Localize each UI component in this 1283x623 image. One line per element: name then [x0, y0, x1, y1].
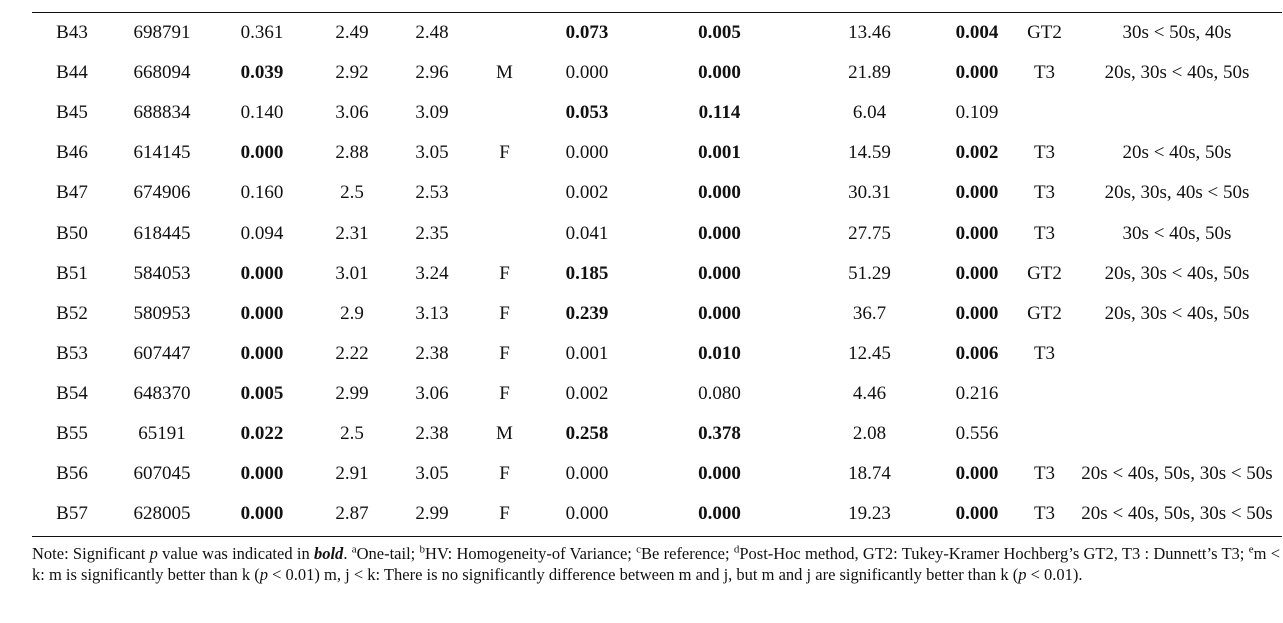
table-row	[32, 454, 1282, 494]
cell-id: B45	[56, 102, 88, 124]
cell-p-anova: 0.000	[955, 222, 999, 244]
cell-reference	[472, 93, 537, 133]
note-p-italic: p	[259, 565, 268, 584]
cell-hv: 0.239	[565, 302, 609, 324]
cell-f-value: 36.7	[852, 302, 887, 324]
cell-p-value: 0.080	[698, 382, 741, 404]
cell-id: B50	[56, 222, 88, 244]
cell-f-value: 2.08	[852, 422, 887, 444]
cell-id: B53	[56, 342, 88, 364]
cell-id: B54	[56, 382, 88, 404]
cell-id: B52	[56, 302, 88, 324]
cell-p-one-tail: 0.000	[240, 463, 284, 485]
cell-hv: 0.041	[565, 222, 609, 244]
cell-hv: 0.002	[565, 382, 609, 404]
table-note	[32, 543, 1280, 585]
note-text: value was indicated in	[157, 544, 314, 563]
cell-p-anova: 0.002	[955, 142, 999, 164]
cell-reference: F	[499, 302, 510, 324]
cell-hv: 0.000	[565, 503, 609, 525]
note-p-italic: p	[1018, 565, 1027, 584]
cell-id: B55	[56, 422, 88, 444]
cell-hv: 0.002	[565, 182, 609, 204]
cell-p-value: 0.000	[698, 262, 741, 284]
note-text: Post-Hoc method, GT2: Tukey-Kramer Hochberg’s GT2, T3 : Dunnett’s T3;	[739, 544, 1249, 563]
cell-value-1: 2.99	[335, 382, 369, 404]
cell-p-value: 0.000	[698, 503, 741, 525]
cell-p-one-tail: 0.140	[240, 102, 284, 124]
cell-value-2: 2.35	[415, 222, 449, 244]
cell-id: B51	[56, 262, 88, 284]
cell-p-value: 0.000	[698, 222, 741, 244]
cell-reference	[472, 173, 537, 213]
note-superscript: a	[351, 543, 357, 556]
cell-comparison-result	[1072, 374, 1282, 414]
cell-comparison-result: 20s < 40s, 50s, 30s < 50s	[1081, 463, 1273, 485]
cell-post-hoc-method: T3	[1033, 222, 1056, 244]
cell-value-2: 3.06	[415, 382, 449, 404]
table-row	[32, 53, 1282, 93]
cell-id: B43	[56, 22, 88, 44]
cell-value-2: 3.13	[415, 302, 449, 324]
cell-post-hoc-method: GT2	[1027, 22, 1062, 44]
cell-p-value: 0.000	[698, 62, 741, 84]
cell-post-hoc-method: GT2	[1027, 302, 1062, 324]
cell-value-1: 2.5	[340, 182, 364, 204]
cell-p-anova: 0.000	[955, 503, 999, 525]
cell-value-1: 2.9	[340, 302, 364, 324]
cell-value-1: 2.5	[340, 422, 364, 444]
cell-reference: M	[496, 62, 513, 84]
table-row	[32, 13, 1282, 53]
cell-reference: F	[499, 262, 510, 284]
cell-value-1: 3.06	[335, 102, 369, 124]
cell-n: 628005	[133, 503, 191, 525]
cell-reference: F	[499, 142, 510, 164]
note-text: Be reference;	[641, 544, 734, 563]
cell-value-1: 2.91	[335, 463, 369, 485]
cell-n: 698791	[133, 22, 191, 44]
cell-reference	[472, 13, 537, 53]
cell-hv: 0.000	[565, 62, 609, 84]
cell-post-hoc-method: T3	[1033, 463, 1056, 485]
data-table	[32, 13, 1282, 534]
cell-post-hoc-method: T3	[1033, 142, 1056, 164]
cell-p-value: 0.005	[698, 22, 741, 44]
cell-n: 668094	[133, 62, 191, 84]
note-superscript: d	[733, 543, 740, 556]
table-row	[32, 254, 1282, 294]
cell-post-hoc-method: T3	[1033, 62, 1056, 84]
cell-reference: F	[499, 342, 510, 364]
cell-hv: 0.000	[565, 463, 609, 485]
cell-value-2: 2.48	[415, 22, 449, 44]
note-text: < 0.01).	[1026, 565, 1083, 584]
note-superscript: e	[1248, 543, 1254, 556]
cell-value-2: 3.05	[415, 463, 449, 485]
cell-p-one-tail: 0.000	[240, 142, 284, 164]
note-text: .	[343, 544, 352, 563]
cell-hv: 0.185	[565, 262, 609, 284]
table-row	[32, 93, 1282, 133]
cell-post-hoc-method	[1017, 414, 1072, 454]
cell-post-hoc-method: T3	[1033, 342, 1056, 364]
cell-id: B56	[56, 463, 88, 485]
cell-reference: F	[499, 463, 510, 485]
cell-p-value: 0.000	[698, 302, 741, 324]
cell-hv: 0.053	[565, 102, 609, 124]
cell-value-2: 3.05	[415, 142, 449, 164]
cell-comparison-result	[1072, 93, 1282, 133]
cell-p-value: 0.378	[698, 422, 741, 444]
note-bold-word: bold	[313, 544, 344, 563]
cell-p-value: 0.001	[698, 142, 741, 164]
cell-p-value: 0.000	[698, 463, 741, 485]
cell-p-one-tail: 0.000	[240, 302, 284, 324]
cell-f-value: 30.31	[848, 182, 891, 204]
table-row	[32, 334, 1282, 374]
cell-p-anova: 0.109	[955, 102, 999, 124]
cell-value-2: 2.38	[415, 342, 449, 364]
cell-p-one-tail: 0.160	[240, 182, 284, 204]
cell-p-anova: 0.556	[955, 422, 999, 444]
cell-reference: M	[496, 422, 513, 444]
note-text: One-tail;	[356, 544, 420, 563]
cell-p-anova: 0.216	[955, 382, 999, 404]
cell-comparison-result: 20s < 40s, 50s, 30s < 50s	[1081, 503, 1273, 525]
cell-f-value: 51.29	[848, 262, 891, 284]
cell-value-1: 2.88	[335, 142, 369, 164]
cell-p-one-tail: 0.000	[240, 503, 284, 525]
cell-value-2: 2.99	[415, 503, 449, 525]
table-row	[32, 294, 1282, 334]
cell-comparison-result: 20s, 30s, 40s < 50s	[1104, 182, 1250, 204]
cell-comparison-result: 20s, 30s < 40s, 50s	[1104, 302, 1250, 324]
cell-p-value: 0.114	[698, 102, 741, 124]
cell-hv: 0.001	[565, 342, 609, 364]
cell-id: B46	[56, 142, 88, 164]
note-p-italic: p	[149, 544, 158, 563]
cell-f-value: 19.23	[848, 503, 891, 525]
table-body	[32, 13, 1282, 534]
cell-hv: 0.000	[565, 142, 609, 164]
cell-value-1: 2.22	[335, 342, 369, 364]
cell-value-1: 2.92	[335, 62, 369, 84]
cell-p-anova: 0.000	[955, 182, 999, 204]
cell-value-2: 2.96	[415, 62, 449, 84]
cell-f-value: 27.75	[848, 222, 891, 244]
cell-n: 584053	[133, 262, 191, 284]
cell-p-one-tail: 0.022	[240, 422, 284, 444]
cell-value-2: 3.09	[415, 102, 449, 124]
cell-hv: 0.258	[565, 422, 609, 444]
table-row	[32, 374, 1282, 414]
note-text: HV: Homogeneity-of Variance;	[425, 544, 637, 563]
cell-post-hoc-method: GT2	[1027, 262, 1062, 284]
cell-n: 580953	[133, 302, 191, 324]
cell-value-2: 3.24	[415, 262, 449, 284]
cell-comparison-result: 30s < 50s, 40s	[1122, 22, 1232, 44]
cell-post-hoc-method	[1017, 93, 1072, 133]
cell-p-anova: 0.000	[955, 302, 999, 324]
table-row	[32, 494, 1282, 534]
note-superscript: b	[419, 543, 426, 556]
cell-n: 614145	[133, 142, 191, 164]
note-text: Note: Significant	[32, 544, 150, 563]
cell-n: 65191	[138, 422, 186, 444]
cell-p-one-tail: 0.000	[240, 342, 284, 364]
table-row	[32, 213, 1282, 253]
cell-id: B57	[56, 503, 88, 525]
cell-reference: F	[499, 382, 510, 404]
table-row	[32, 414, 1282, 454]
cell-reference	[472, 213, 537, 253]
cell-hv: 0.073	[565, 22, 609, 44]
cell-f-value: 21.89	[848, 62, 891, 84]
cell-post-hoc-method: T3	[1033, 503, 1056, 525]
cell-p-value: 0.010	[698, 342, 741, 364]
cell-id: B44	[56, 62, 88, 84]
cell-p-anova: 0.006	[955, 342, 999, 364]
cell-p-one-tail: 0.005	[240, 382, 284, 404]
note-superscript: c	[636, 543, 642, 556]
cell-p-value: 0.000	[698, 182, 741, 204]
cell-p-one-tail: 0.361	[240, 22, 284, 44]
cell-p-anova: 0.000	[955, 262, 999, 284]
cell-id: B47	[56, 182, 88, 204]
cell-n: 607045	[133, 463, 191, 485]
cell-f-value: 4.46	[852, 382, 887, 404]
cell-reference: F	[499, 503, 510, 525]
cell-value-1: 2.31	[335, 222, 369, 244]
cell-post-hoc-method: T3	[1033, 182, 1056, 204]
cell-n: 607447	[133, 342, 191, 364]
cell-value-1: 2.49	[335, 22, 369, 44]
cell-n: 648370	[133, 382, 191, 404]
cell-f-value: 14.59	[848, 142, 891, 164]
cell-p-anova: 0.004	[955, 22, 999, 44]
table-bottom-rule	[32, 536, 1282, 537]
table-row	[32, 173, 1282, 213]
cell-n: 674906	[133, 182, 191, 204]
cell-n: 688834	[133, 102, 191, 124]
table-row	[32, 133, 1282, 173]
cell-f-value: 18.74	[848, 463, 891, 485]
note-text: < 0.01) m, j < k: There is no significantly difference between m and j, but m and j are significantly better than k (	[268, 565, 1019, 584]
cell-value-1: 3.01	[335, 262, 369, 284]
cell-n: 618445	[133, 222, 191, 244]
cell-comparison-result: 30s < 40s, 50s	[1122, 222, 1232, 244]
cell-post-hoc-method	[1017, 374, 1072, 414]
cell-value-2: 2.38	[415, 422, 449, 444]
cell-value-2: 2.53	[415, 182, 449, 204]
cell-comparison-result: 20s, 30s < 40s, 50s	[1104, 62, 1250, 84]
cell-p-anova: 0.000	[955, 62, 999, 84]
note-text: m < k: m is significantly better than k (	[32, 544, 1280, 584]
cell-f-value: 13.46	[848, 22, 891, 44]
cell-comparison-result: 20s, 30s < 40s, 50s	[1104, 262, 1250, 284]
cell-f-value: 12.45	[848, 342, 891, 364]
cell-comparison-result: 20s < 40s, 50s	[1122, 142, 1232, 164]
cell-p-one-tail: 0.000	[240, 262, 284, 284]
cell-value-1: 2.87	[335, 503, 369, 525]
cell-p-one-tail: 0.039	[240, 62, 284, 84]
cell-p-one-tail: 0.094	[240, 222, 284, 244]
cell-p-anova: 0.000	[955, 463, 999, 485]
cell-f-value: 6.04	[852, 102, 887, 124]
cell-comparison-result	[1072, 334, 1282, 374]
cell-comparison-result	[1072, 414, 1282, 454]
